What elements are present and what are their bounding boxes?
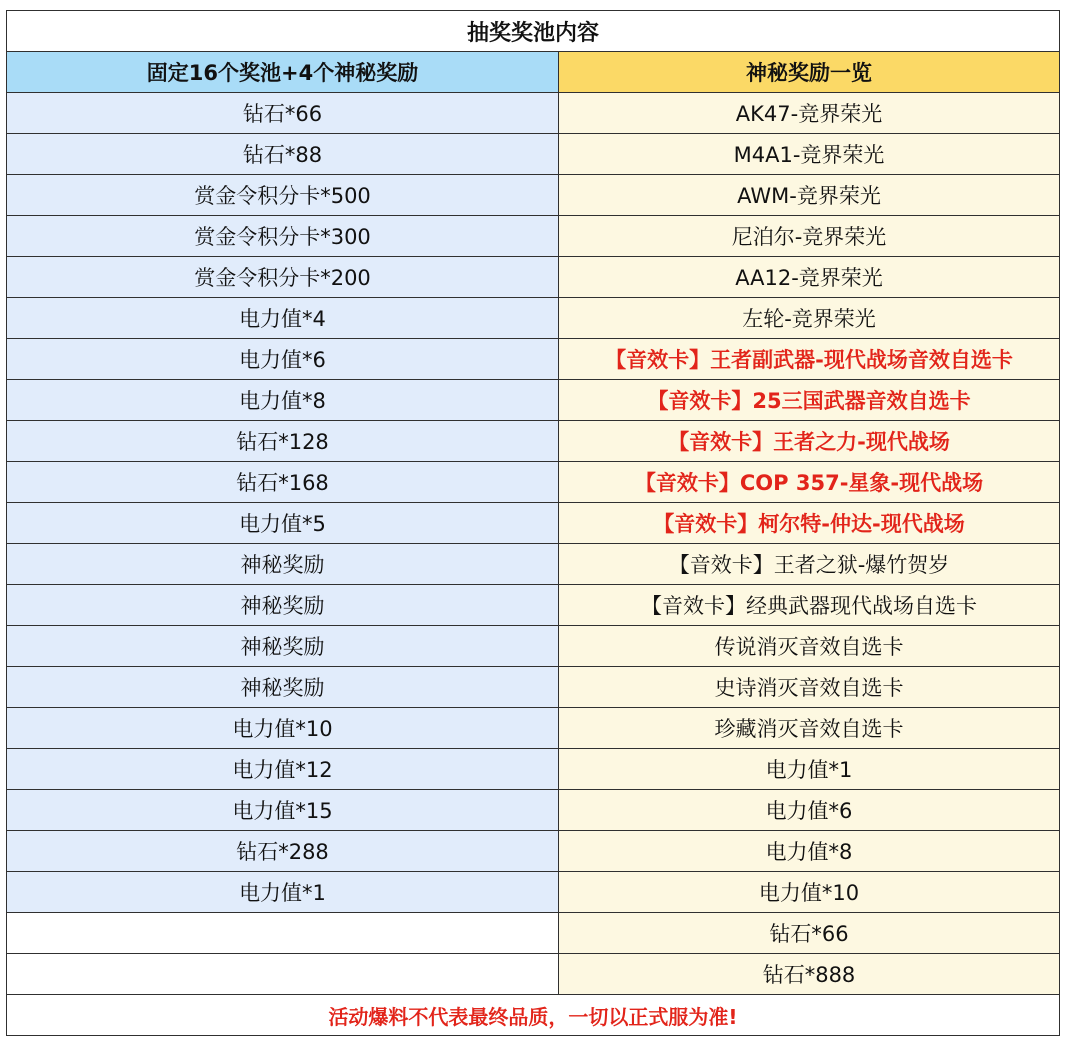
fixed-pool-cell [7,913,559,954]
table-row [7,503,1060,544]
fixed-pool-cell: 电力值*15 [7,790,559,831]
mystery-reward-cell: 【音效卡】王者之力-现代战场 [559,421,1060,462]
mystery-reward-cell: 传说消灭音效自选卡 [559,626,1060,667]
fixed-pool-cell: 钻石*66 [7,93,559,134]
mystery-reward-cell: AWM-竞界荣光 [559,175,1060,216]
table-row [7,339,1060,380]
fixed-pool-cell: 神秘奖励 [7,626,559,667]
fixed-pool-cell: 钻石*128 [7,421,559,462]
fixed-pool-cell: 电力值*10 [7,708,559,749]
fixed-pool-cell: 钻石*168 [7,462,559,503]
header-row [7,52,1060,93]
table-row [7,421,1060,462]
header-fixed-pool: 固定16个奖池+4个神秘奖励 [7,52,559,93]
fixed-pool-cell: 电力值*8 [7,380,559,421]
mystery-reward-cell: 电力值*10 [559,872,1060,913]
mystery-reward-cell: 尼泊尔-竞界荣光 [559,216,1060,257]
fixed-pool-cell: 赏金令积分卡*200 [7,257,559,298]
fixed-pool-cell: 电力值*5 [7,503,559,544]
table-title: 抽奖奖池内容 [7,11,1060,52]
mystery-reward-cell: 【音效卡】王者副武器-现代战场音效自选卡 [559,339,1060,380]
fixed-pool-cell: 钻石*288 [7,831,559,872]
table-row [7,790,1060,831]
fixed-pool-cell: 赏金令积分卡*300 [7,216,559,257]
table-row [7,708,1060,749]
table-row [7,872,1060,913]
table-row [7,831,1060,872]
table-row [7,913,1060,954]
table-row [7,380,1060,421]
fixed-pool-cell: 钻石*88 [7,134,559,175]
prize-pool-table [6,10,1060,1036]
disclaimer-note: 活动爆料不代表最终品质，一切以正式服为准! [7,995,1060,1036]
table-row [7,175,1060,216]
title-row [7,11,1060,52]
header-mystery-rewards: 神秘奖励一览 [559,52,1060,93]
mystery-reward-cell: M4A1-竞界荣光 [559,134,1060,175]
mystery-reward-cell: 电力值*1 [559,749,1060,790]
table-row [7,626,1060,667]
mystery-reward-cell: 电力值*6 [559,790,1060,831]
fixed-pool-cell: 神秘奖励 [7,544,559,585]
mystery-reward-cell: AA12-竞界荣光 [559,257,1060,298]
mystery-reward-cell: 【音效卡】柯尔特-仲达-现代战场 [559,503,1060,544]
footer-row [7,995,1060,1036]
fixed-pool-cell: 神秘奖励 [7,585,559,626]
fixed-pool-cell: 电力值*1 [7,872,559,913]
mystery-reward-cell: AK47-竞界荣光 [559,93,1060,134]
table-row [7,585,1060,626]
table-row [7,462,1060,503]
table-row [7,134,1060,175]
mystery-reward-cell: 【音效卡】COP 357-星象-现代战场 [559,462,1060,503]
mystery-reward-cell: 珍藏消灭音效自选卡 [559,708,1060,749]
table-row [7,749,1060,790]
table-row [7,216,1060,257]
fixed-pool-cell: 电力值*12 [7,749,559,790]
table-row [7,257,1060,298]
mystery-reward-cell: 钻石*888 [559,954,1060,995]
mystery-reward-cell: 史诗消灭音效自选卡 [559,667,1060,708]
table-row [7,544,1060,585]
mystery-reward-cell: 左轮-竞界荣光 [559,298,1060,339]
fixed-pool-cell: 神秘奖励 [7,667,559,708]
fixed-pool-cell: 电力值*6 [7,339,559,380]
table-row [7,93,1060,134]
mystery-reward-cell: 钻石*66 [559,913,1060,954]
fixed-pool-cell: 电力值*4 [7,298,559,339]
fixed-pool-cell: 赏金令积分卡*500 [7,175,559,216]
mystery-reward-cell: 电力值*8 [559,831,1060,872]
table-row [7,667,1060,708]
mystery-reward-cell: 【音效卡】25三国武器音效自选卡 [559,380,1060,421]
mystery-reward-cell: 【音效卡】经典武器现代战场自选卡 [559,585,1060,626]
mystery-reward-cell: 【音效卡】王者之狱-爆竹贺岁 [559,544,1060,585]
table-row [7,954,1060,995]
fixed-pool-cell [7,954,559,995]
table-row [7,298,1060,339]
